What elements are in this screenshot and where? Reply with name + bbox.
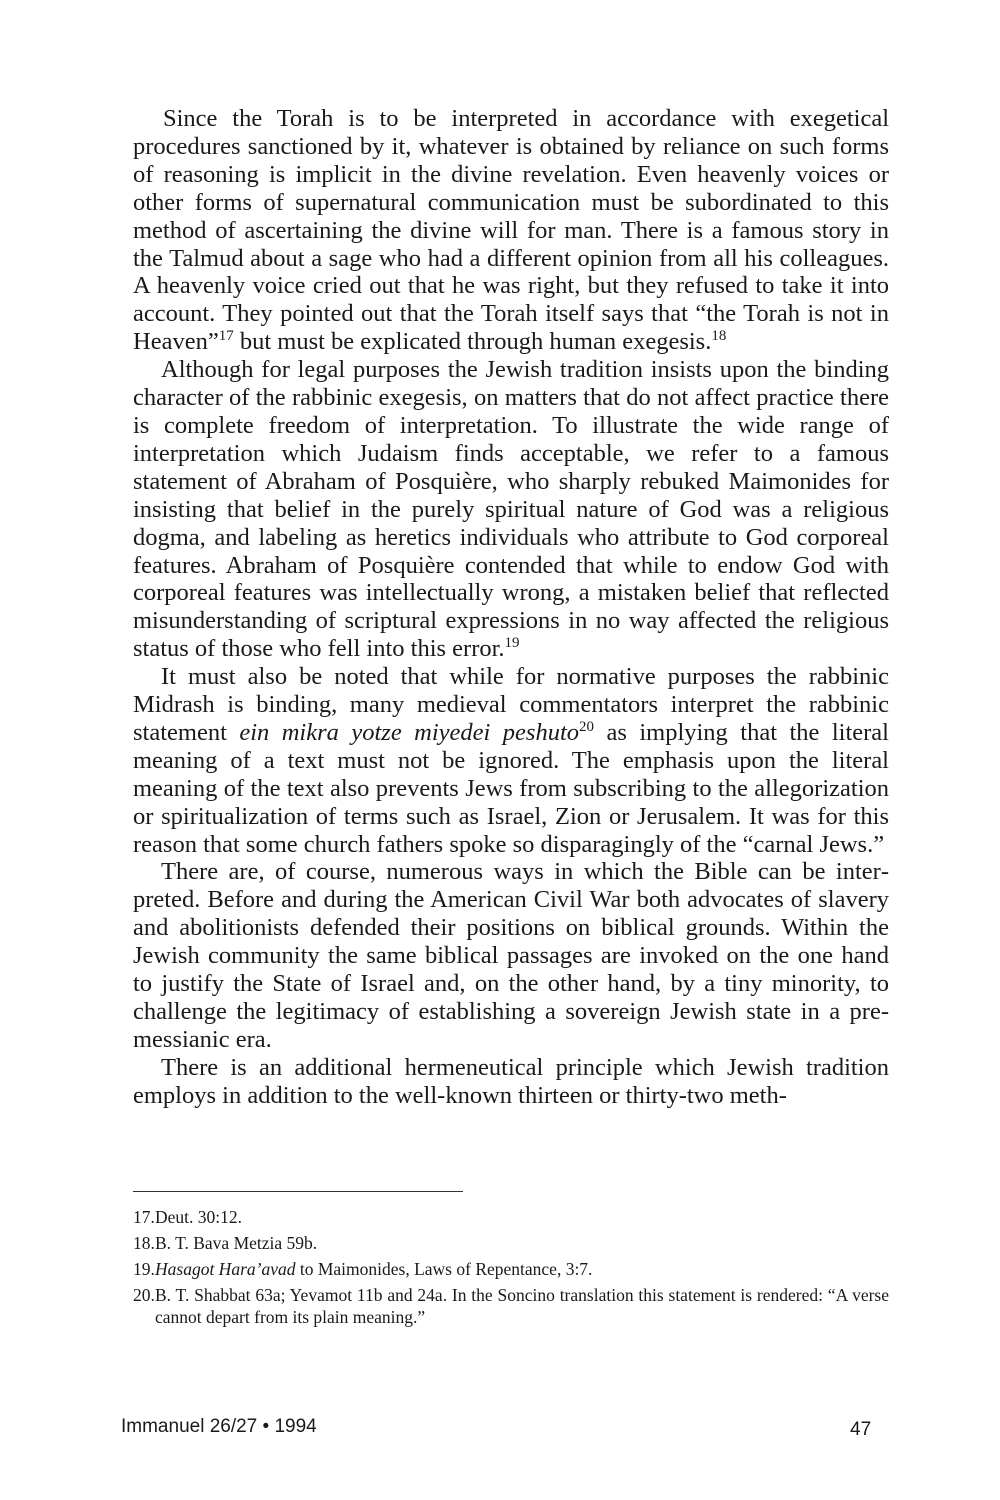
paragraph-1-text: Since the Torah is to be interpreted in accordance with exegetical procedures sanctioned by it, whatever is obtained by reliance on such forms of reasoning is implicit in the divine revelation. Even heavenly voices or other forms of supernatural communication must be subordinated to this method of ascertaining the divine will for man. There is a famous story in the Talmud about a sage who had a different opinion from all his colleagues. A heavenly voice cried out that he was right, but they refused to take it into account. They pointed out that the Torah itself says that “the Torah is not in Heaven” [133, 105, 889, 356]
footnote-20 [133, 1284, 889, 1328]
footnote-ref-20[interactable]: 20 [579, 718, 594, 735]
paragraph-5 [133, 1054, 889, 1110]
paragraph-2-text: Although for legal purposes the Jewish tradition insists upon the binding character of the rabbinic exegesis, on matters that do not affect practice there is complete freedom of interpretation. To illustrate the wide range of interpretation which Judaism finds acceptable, we refer to a famous statement of Abraham of Posquière, who sharply rebuked Maimonides for insisting that belief in the purely spiritual nature of God was a religious dogma, and labeling as heretics individuals who attribute to God corporeal features. Abraham of Posquière contended that while to endow God with corporeal features was intellectually wrong, a mistaken belief that reflected misunderstanding of scriptural expressions in no way affected the religious status of those who fell into this error. [133, 356, 889, 663]
footnote-19 [133, 1258, 889, 1280]
paragraph-2 [133, 356, 889, 663]
paragraph-4 [133, 858, 889, 1053]
footnote-number: 20. [133, 1285, 155, 1305]
footnote-ref-17[interactable]: 17 [218, 328, 234, 345]
footnote-ref-18[interactable]: 18 [711, 328, 727, 345]
footnote-text: B. T. Shabbat 63a; Yevamot 11b and 24a. In the Soncino translation this statement is rendered: “A verse cannot depart from its plain meaning.” [155, 1285, 889, 1327]
footnote-18 [133, 1232, 889, 1254]
footnote-ref-19[interactable]: 19 [504, 635, 520, 652]
paragraph-1-tail: but must be explicated through human exegesis. [233, 328, 712, 356]
footnote-text: to Maimonides, Laws of Repentance, 3:7. [295, 1259, 593, 1279]
footnote-text: B. T. Bava Metzia 59b. [155, 1233, 318, 1253]
footnotes [133, 1206, 889, 1332]
footnote-text: Deut. 30:12. [155, 1207, 243, 1227]
page-number: 47 [850, 1419, 872, 1440]
paragraph-4-text: There are, of course, numerous ways in which the Bible can be interpreted. Before and during the American Civil War both advocates of slavery and abolitionists defended their positions on biblical grounds. Within the Jewish community the same biblical passages are invoked on the one hand to justify the State of Israel and, on the other hand, by a tiny minority, to challenge the legitimacy of establishing a sovereign Jewish state in a pre-messianic era. [133, 858, 889, 1053]
footnote-italic-title: Hasagot Hara’avad [155, 1259, 296, 1279]
footnote-number: 19. [133, 1259, 155, 1279]
paragraph-3-text-before: It must also be noted that while for normative purposes the rabbinic Midrash is binding, many medieval commentators interpret the rabbinic statement [133, 663, 889, 746]
footnote-divider [133, 1191, 463, 1192]
paragraph-5-text: There is an additional hermeneutical principle which Jewish tradition employs in addition to the well-known thirteen or thirty-two meth- [133, 1053, 889, 1109]
journal-citation: Immanuel 26/27 • 1994 [121, 1416, 317, 1437]
paragraph-1 [133, 105, 889, 356]
paragraph-3-text-after: as implying that the literal meaning of a text must not be ignored. The emphasis upon the literal meaning of the text also prevents Jews from subscribing to the allegorization or spiritualization of terms such as Israel, Zion or Jerusalem. It was for this reason that some church fathers spoke so disparagingly of the “carnal Jews.” [133, 718, 889, 858]
body-text [133, 105, 889, 1110]
footnote-number: 18. [133, 1233, 155, 1253]
paragraph-3-italic-phrase: ein mikra yotze miyedei peshuto [239, 718, 579, 746]
footnote-number: 17. [133, 1207, 155, 1227]
footnote-17 [133, 1206, 889, 1228]
paragraph-3 [133, 663, 889, 858]
